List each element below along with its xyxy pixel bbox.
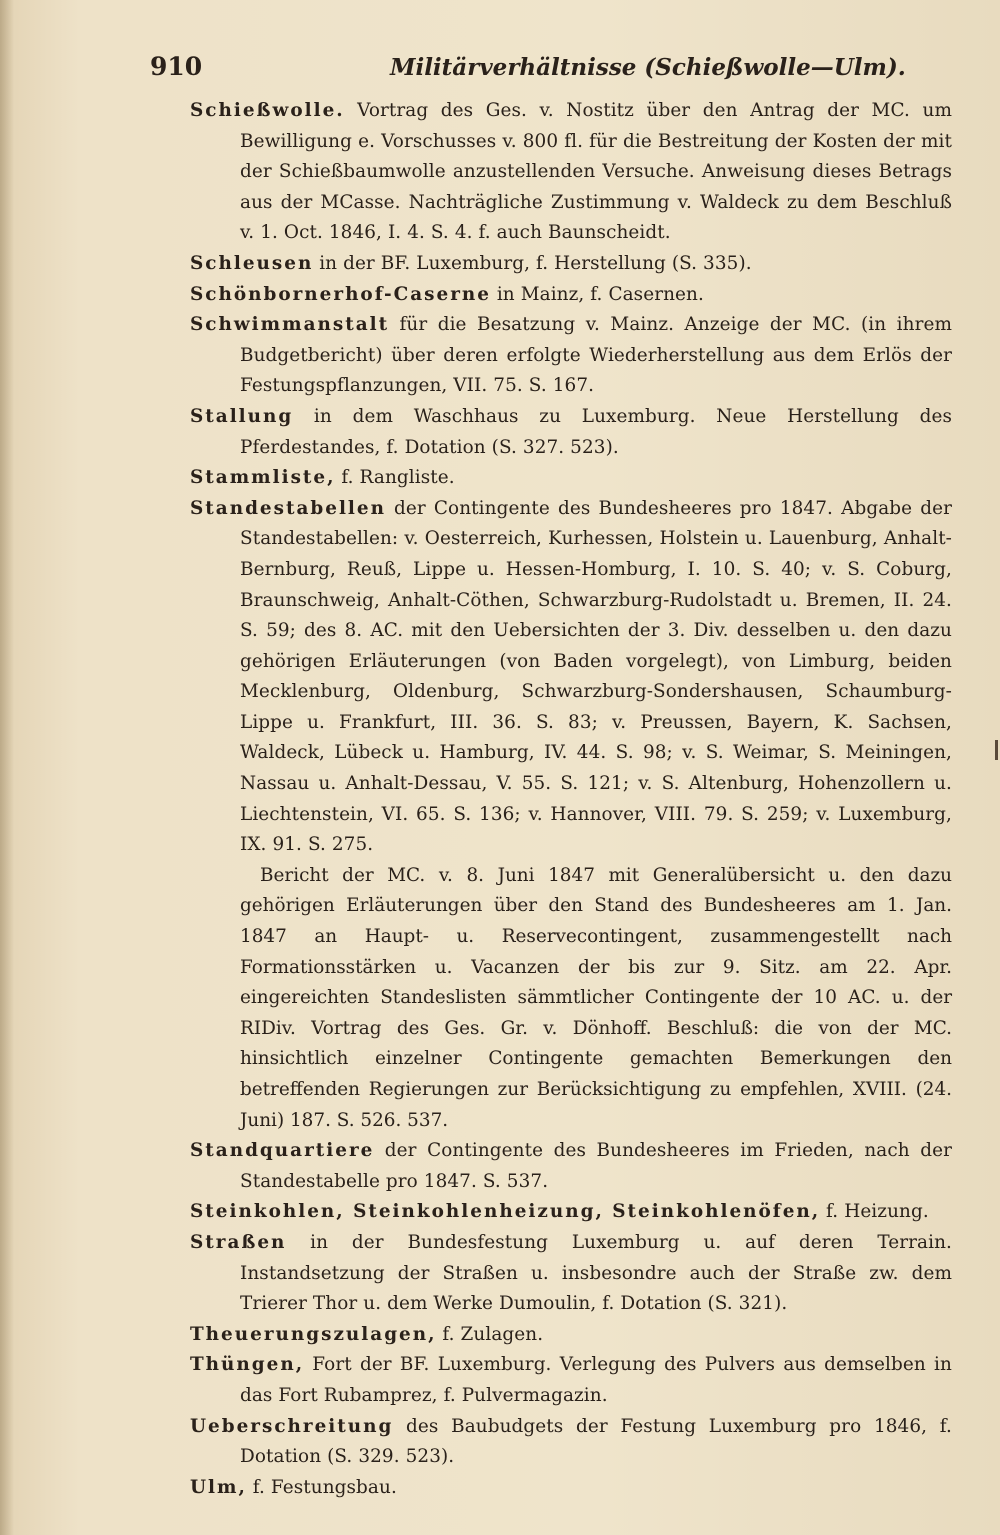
entry-text: f. Rangliste.: [341, 467, 455, 489]
index-entry: [190, 402, 952, 463]
running-header: [150, 52, 940, 92]
margin-mark: [995, 740, 998, 760]
index-entry: [190, 310, 952, 402]
entry-headword: Straßen: [190, 1231, 287, 1253]
index-entry: [190, 494, 952, 861]
entry-headword: Ulm,: [190, 1476, 247, 1498]
entry-text: für die Besatzung v. Mainz. Anzeige der MC. (in ihrem Budgetbericht) über deren erfolgte Wiederherstellung aus dem Erlös der Festungspflanzungen, VII. 75. S. 167.: [240, 314, 952, 397]
entry-text: f. Heizung.: [826, 1201, 929, 1223]
index-entry: [190, 96, 952, 249]
index-entry: [190, 1350, 952, 1411]
entry-text: f. Festungsbau.: [252, 1476, 397, 1498]
entry-headword: Theuerungszulagen,: [190, 1323, 437, 1345]
entry-headword: Thüngen,: [190, 1354, 305, 1376]
index-entry: [190, 1473, 952, 1504]
entry-headword: Schießwolle.: [190, 100, 345, 121]
entry-text: der Contingente des Bundesheeres im Frieden, nach der Standestabelle pro 1847. S. 537.: [240, 1140, 952, 1192]
entry-text: in der Bundesfestung Luxemburg u. auf deren Terrain. Instandsetzung der Straßen u. insbesondre auch der Straße zw. dem Trierer Thor u. dem Werke Dumoulin, f. Dotation (S. 321).: [240, 1231, 952, 1315]
entry-text: Fort der BF. Luxemburg. Verlegung des Pulvers aus demselben in das Fort Rubamprez, f. Pulvermagazin.: [240, 1354, 952, 1406]
entry-text: des Baubudgets der Festung Luxemburg pro 1846, f. Dotation (S. 329. 523).: [240, 1415, 952, 1468]
entry-text: in der BF. Luxemburg, f. Herstellung (S. 335).: [319, 252, 752, 274]
index-entry: [190, 249, 952, 280]
index-entry: [190, 280, 952, 311]
entry-text: Bericht der MC. v. 8. Juni 1847 mit Generalübersicht u. den dazu gehörigen Erläuterungen über den Stand des Bundesheeres am 1. Jan. 1847 an Haupt- u. Reservecontingent, zusammengestellt nach Formationsstärken u. Vacanzen der bis zur 9. Sitz. am 22. Apr. eingereichten Standeslisten sämmtlicher Contingente der 10 AC. u. der RIDiv. Vortrag des Ges. Gr. v. Dönhoff. Beschluß: die von der MC. hinsichtlich einzelner Contingente gemachten Bemerkungen den betreffenden Regierungen zur Berücksichtigung zu empfehlen, XVIII. (24. Juni) 187. S. 526. 537.: [240, 864, 952, 1131]
entry-headword: Ueberschreitung: [190, 1415, 394, 1437]
index-entries: [190, 96, 952, 1503]
entry-text: Vortrag des Ges. v. Nostitz über den Antrag der MC. um Bewilligung e. Vorschusses v. 800 fl. für die Bestreitung der Kosten der mit der Schießbaumwolle anzustellenden Versuche. Anweisung dieses Betrags aus der MCasse. Nachträgliche Zustimmung v. Waldeck zu dem Beschluß v. 1. Oct. 1846, I. 4. S. 4. f. auch Baunscheidt.: [240, 100, 952, 244]
entry-headword: Steinkohlen, Steinkohlenheizung, Steinkohlenöfen,: [190, 1201, 821, 1223]
entry-headword: Schwimmanstalt: [190, 314, 390, 336]
index-entry: [190, 463, 952, 494]
index-entry: [190, 1197, 952, 1228]
running-title: Militärverhältnisse (Schießwolle—Ulm).: [390, 54, 906, 81]
entry-headword: Stammliste,: [190, 467, 336, 489]
page-number: 910: [150, 52, 203, 81]
index-entry: [190, 1320, 952, 1351]
entry-headword: Schönbornerhof-Caserne: [190, 283, 491, 305]
index-entry: [190, 1228, 952, 1320]
index-entry: [190, 1412, 952, 1473]
entry-headword: Stallung: [190, 405, 294, 427]
entry-text: f. Zulagen.: [442, 1323, 544, 1345]
entry-text: in Mainz, f. Casernen.: [496, 283, 704, 305]
entry-text: in dem Waschhaus zu Luxemburg. Neue Herstellung des Pferdestandes, f. Dotation (S. 327. 523).: [240, 405, 952, 458]
index-entry: [190, 1136, 952, 1197]
entry-text: der Contingente des Bundesheeres pro 1847. Abgabe der Standestabellen: v. Oesterreich, Kurhessen, Holstein u. Lauenburg, Anhalt-Bernburg, Reuß, Lippe u. Hessen-Homburg, I. 10. S. 40; v. S. Coburg, Braunschweig, Anhalt-Cöthen, Schwarzburg-Rudolstadt u. Bremen, II. 24. S. 59; des 8. AC. mit den Uebersichten der 3. Div. desselben u. den dazu gehörigen Erläuterungen (von Baden vorgelegt), von Limburg, beiden Mecklenburg, Oldenburg, Schwarzburg-Sondershausen, Schaumburg-Lippe u. Frankfurt, III. 36. S. 83; v. Preussen, Bayern, K. Sachsen, Waldeck, Lübeck u. Hamburg, IV. 44. S. 98; v. S. Weimar, S. Meiningen, Nassau u. Anhalt-Dessau, V. 55. S. 121; v. S. Altenburg, Hohenzollern u. Liechtenstein, VI. 65. S. 136; v. Hannover, VIII. 79. S. 259; v. Luxemburg, IX. 91. S. 275.: [240, 497, 952, 856]
entry-headword: Standquartiere: [190, 1140, 375, 1162]
entry-headword: Schleusen: [190, 252, 314, 274]
entry-continuation-paragraph: [190, 861, 952, 1136]
entry-headword: Standestabellen: [190, 497, 386, 519]
page-gutter-shadow: [0, 0, 14, 1535]
